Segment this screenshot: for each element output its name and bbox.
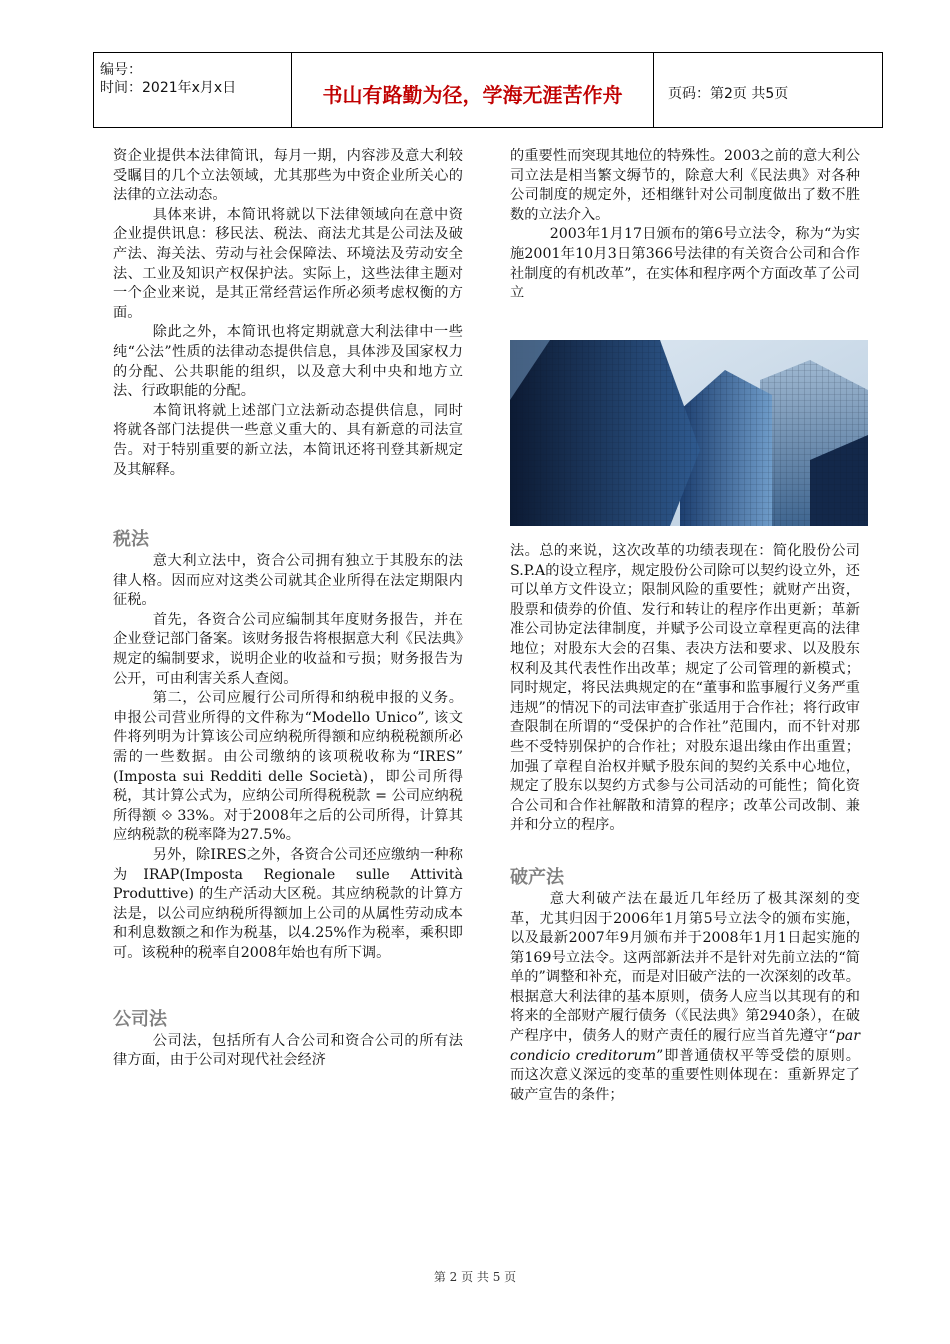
paragraph: 另外，除IRES之外，各资合公司还应缴纳一种称为IRAP(Imposta Regionale sulle Attività Produttive) 的生产活动大区税。其应纳税款的计算方法是，以公司应纳税所得额加上公司的从属性劳动成本和利息数额之和作为税基，以4.25%作为税率，乘积即可。该税种的税率自2008年始也有所下调。 xyxy=(113,847,463,961)
left-column xyxy=(113,147,463,1071)
header-meta xyxy=(94,53,292,127)
paragraph: 第二，公司应履行公司所得和纳税申报的义务。申报公司营业所得的文件称为“Modello Unico”, 该文件将列明为计算该公司应纳税所得额和应纳税税额所必需的一些数据。由公司缴纳的该项税收称为“IRES” (Imposta sui Redditi delle Società)，即公司所得税，其计算公式为，应纳公司所得税税款 = 公司应纳税所得额 ⟐ 33%。对于2008年之后的公司所得，计算其应纳税款的税率降为27.5%。 xyxy=(113,690,463,844)
paragraph: 2003年1月17日颁布的第6号立法令，称为“为实施2001年10月3日第366号法律的有关资合公司和合作社制度的有机改革”，在实体和程序两个方面改革了公司立 xyxy=(510,226,860,302)
number-label: 编号： xyxy=(100,62,142,78)
page-footer: 第 2 页 共 5 页 xyxy=(433,1270,517,1284)
section-heading-corporate: 公司法 xyxy=(113,1008,167,1030)
paragraph: 的重要性而突现其地位的特殊性。2003之前的意大利公司立法是相当繁文缛节的，除意大利《民法典》对各种公司制度的规定外，还相继针对公司制度做出了数不胜数的立法介入。 xyxy=(510,148,860,223)
paragraph: 意大利立法中，资合公司拥有独立于其股东的法律人格。因而应对这类公司就其企业所得在法定期限内征税。 xyxy=(113,553,463,609)
paragraph: 本简讯将就上述部门立法新动态提供信息，同时将就各部门法提供一些意义重大的、具有新意的司法宣告。对于特别重要的新立法，本简讯还将刊登其新规定及其解释。 xyxy=(113,402,463,478)
paragraph: 除此之外，本简讯也将定期就意大利法律中一些纯“公法”性质的法律动态提供信息，具体涉及国家权力的分配、公共职能的组织，以及意大利中央和地方立法、行政职能的分配。 xyxy=(113,324,463,400)
right-column-bottom xyxy=(510,542,860,1105)
paragraph: 首先，各资合公司应编制其年度财务报告，并在企业登记部门备案。该财务报告将根据意大利《民法典》规定的编制要求，说明企业的收益和亏损；财务报告为公开，可由利害关系人查阅。 xyxy=(113,611,463,687)
paragraph-text: 意大利破产法在最近几年经历了极其深刻的变革，尤其归因于2006年1月第5号立法令的颁布实施，以及最新2007年9月颁布并于2008年1月1日起实施的第169号立法令。这两部新法并不是针对先前立法的“简单的”调整和补充，而是对旧破产法的一次深刻的改革。根据意大利法律的基本原则，债务人应当以其现有的和将来的全部财产履行债务（《民法典》第2940条），在破产程序中，债务人的财产责任的履行应当首先遵守“ xyxy=(510,890,860,1045)
paragraph: 法。总的来说，这次改革的功绩表现在：简化股份公司S.P.A的设立程序，规定股份公司除可以契约设立外，还可以单方文件设立；限制风险的重要性；就财产出资，股票和债券的价值、发行和转让的程序作出更新；革新准公司协定法律制度，并赋予公司设立章程更高的法律地位；对股东大会的召集、表决方法和要求、以及股东权利及其代表性作出改革；规定了公司管理的新模式；同时规定，将民法典规定的在“董事和监事履行义务严重违规”的情况下的司法审查扩张适用于合作社；将行政审查限制在所谓的“受保护的合作社”范围内，而不针对那些不受特别保护的合作社；对股东退出缘由作出重置；加强了章程自治权并赋予股东间的契约关系中心地位，规定了股东以契约方式参与公司活动的可能性；简化资合公司和合作社解散和清算的程序；改革公司改制、兼并和分立的程序。 xyxy=(510,543,860,834)
latin-term: par condicio creditorum xyxy=(510,1028,860,1064)
section-heading-tax: 税法 xyxy=(113,529,149,551)
header-motto: 书山有路勤为径，学海无涯苦作舟 xyxy=(292,53,654,127)
paragraph: 具体来讲，本简讯将就以下法律领域向在意中资企业提供讯息：移民法、税法、商法尤其是公司法及破产法、海关法、劳动与社会保障法、环境法及劳动安全法、工业及知识产权保护法。实际上，这些法律主题对一个企业来说，是其正常经营运作所必须考虑权衡的方面。 xyxy=(113,206,463,321)
header-table xyxy=(93,52,883,128)
skyscraper-photo xyxy=(510,340,868,526)
right-column-top xyxy=(510,147,860,304)
section-heading-bankruptcy: 破产法 xyxy=(510,866,564,888)
time-label: 时间：2021年x月x日 xyxy=(100,80,237,96)
paragraph: 公司法，包括所有人合公司和资合公司的所有法律方面，由于公司对现代社会经济 xyxy=(113,1032,463,1069)
paragraph xyxy=(510,890,860,1106)
paragraph: 资企业提供本法律简讯，每月一期，内容涉及意大利较受瞩目的几个立法领域，尤其那些为中资企业所关心的法律的立法动态。 xyxy=(113,148,463,204)
header-page-info: 页码：第2页 共5页 xyxy=(668,86,789,102)
paragraph-text: ”即普通债权平等受偿的原则。 而这次意义深远的变革的重要性则体现在：重新界定了破产宣告的条件； xyxy=(510,1047,860,1103)
